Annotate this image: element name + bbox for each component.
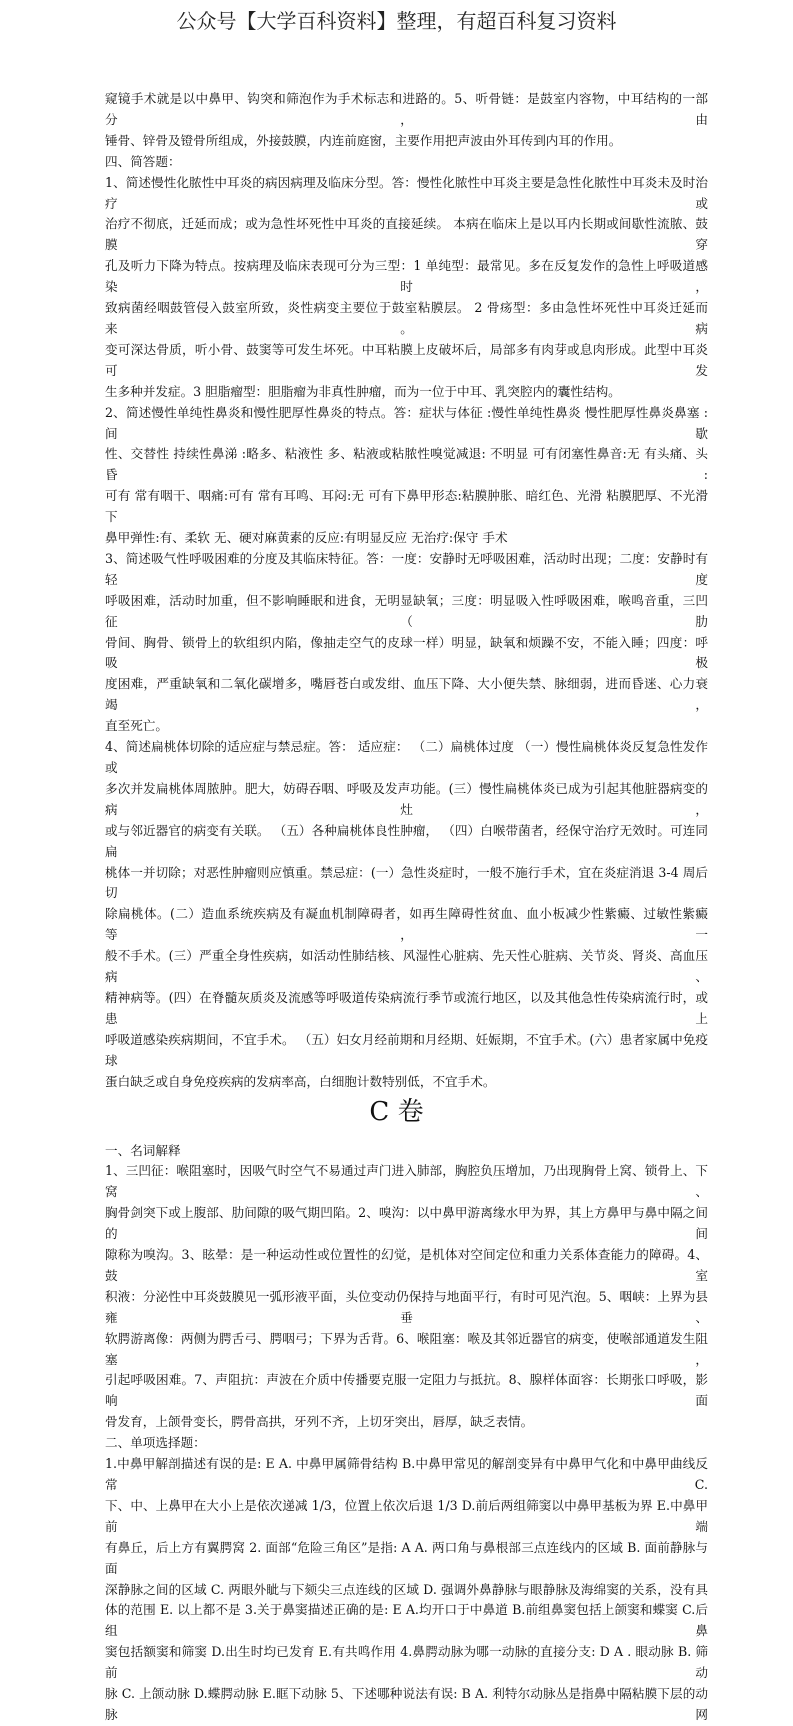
text-line: 骨间、胸骨、锁骨上的软组织内陷，像抽走空气的皮球一样）明显，缺氧和烦躁不安，不能入睡；四度：呼吸极 — [105, 634, 708, 671]
text-line: 桃体一并切除；对恶性肿瘤则应慎重。禁忌症：(一）急性炎症时，一般不施行手术，宜在炎症消退 3-4 周后切 — [105, 864, 708, 901]
text-line: 引起呼吸困难。7、声阻抗：声波在介质中传播要克服一定阻力与抵抗。8、腺样体面容：长期张口呼吸，影响面 — [105, 1372, 708, 1409]
text-line: 脉 C. 上颌动脉 D.蝶腭动脉 E.眶下动脉 5、下述哪种说法有误: B A. 利特尔动脉丛是指鼻中隔粘膜下层的动脉网 — [105, 1686, 708, 1722]
section-c-paper — [105, 1141, 708, 1726]
text-line: 鼻甲弹性:有、柔软 无、硬对麻黄素的反应:有明显反应 无治疗:保守 手术 — [105, 530, 508, 546]
text-line: 下、中、上鼻甲在大小上是依次递减 1/3，位置上依次后退 1/3 D.前后两组筛窦以中鼻甲基板为界 E.中鼻甲前端 — [105, 1497, 708, 1534]
text-line: 性、交替性 持续性鼻涕 :略多、粘液性 多、粘液或粘脓性嗅觉减退: 不明显 可有闭塞性鼻音:无 有头痛、头昏: — [105, 446, 708, 483]
text-line: 呼吸道感染疾病期间，不宜手术。 （五）妇女月经前期和月经期、妊娠期，不宜手术。(六）患者家属中免疫球 — [105, 1031, 708, 1068]
text-line: 深静脉之间的区域 C. 两眼外眦与下颏尖三点连线的区域 D. 强调外鼻静脉与眼静脉及海绵窦的关系，没有具 — [105, 1581, 708, 1597]
text-line: 锤骨、锌骨及镫骨所组成，外接鼓膜，内连前庭窗，主要作用把声波由外耳传到内耳的作用。 — [105, 132, 622, 148]
text-line: 除扁桃体。(二）造血系统疾病及有凝血机制障碍者，如再生障碍性贫血、血小板减少性紫癜、过敏性紫癜等，一 — [105, 906, 708, 943]
text-line: 变可深达骨质，听小骨、鼓窦等可发生坏死。中耳粘膜上皮破坏后，局部多有肉芽或息肉形成。此型中耳炎可发 — [105, 341, 708, 378]
text-line: 1、简述慢性化脓性中耳炎的病因病理及临床分型。答：慢性化脓性中耳炎主要是急性化脓性中耳炎未及时治疗或 — [105, 174, 708, 211]
text-line: 度困难，严重缺氧和二氧化碳增多，嘴唇苍白或发绀、血压下降、大小便失禁、脉细弱，进而昏迷、心力衰竭， — [105, 676, 708, 713]
text-line: 有鼻丘，后上方有翼腭窝 2. 面部“危险三角区”是指: A A. 两口角与鼻根部三点连线内的区域 B. 面前静脉与面 — [105, 1539, 708, 1576]
page-header-title: 公众号【大学百科资料】整理，有超百科复习资料 — [176, 9, 617, 33]
text-line: 骨发育，上颌骨变长，腭骨高拱，牙列不齐，上切牙突出，唇厚，缺乏表情。 — [105, 1414, 534, 1430]
text-line: 体的范围 E. 以上都不是 3.关于鼻窦描述正确的是: E A.均开口于中鼻道 B.前组鼻窦包括上颌窦和蝶窦 C.后组鼻 — [105, 1602, 708, 1639]
text-line: 窥镜手术就是以中鼻甲、钩突和筛泡作为手术标志和进路的。5、听骨链：是鼓室内容物，中耳结构的一部分，由 — [105, 91, 708, 127]
text-line: 治疗不彻底，迁延而成；或为急性坏死性中耳炎的直接延续。 本病在临床上是以耳内长期或间歇性流脓、鼓膜穿 — [105, 216, 708, 253]
section-a-answers — [105, 89, 708, 1093]
c-paper-title: C 卷 — [369, 1096, 424, 1127]
text-line: 或与邻近器官的病变有关联。 （五）各种扁桃体良性肿瘤， （四）白喉带菌者，经保守治疗无效时。可连同扁 — [105, 822, 708, 859]
text-line: 致病菌经咽鼓管侵入鼓室所致，炎性病变主要位于鼓室粘膜层。 2 骨疡型：多由急性坏死性中耳炎迁延而来。病 — [105, 300, 708, 336]
text-line: 直至死亡。 — [105, 718, 168, 734]
text-line: 可有 常有咽干、咽痛:可有 常有耳鸣、耳闷:无 可有下鼻甲形态:粘膜肿胀、暗红色、光滑 粘膜肥厚、不光滑下 — [105, 488, 708, 525]
section-heading: 四、简答题： — [105, 153, 181, 169]
text-line: 4、简述扁桃体切除的适应症与禁忌症。答： 适应症： （二）扁桃体过度 （一）慢性扁桃体炎反复急性发作或 — [105, 739, 708, 775]
text-line: 呼吸困难，活动时加重，但不影响睡眠和进食，无明显缺氧；三度：明显吸入性呼吸困难，喉鸣音重，三凹征（肋 — [105, 592, 708, 629]
text-line: 窦包括额窦和筛窦 D.出生时均已发育 E.有共鸣作用 4.鼻腭动脉为哪一动脉的直接分支: D A . 眼动脉 B. 筛前动 — [105, 1644, 708, 1681]
section-heading: 二、单项选择题： — [105, 1435, 206, 1451]
text-line: 精神病等。(四）在脊髓灰质炎及流感等呼吸道传染病流行季节或流行地区，以及其他急性传染病流行时，或患上 — [105, 989, 708, 1026]
text-line: 3、简述吸气性呼吸困难的分度及其临床特征。答：一度：安静时无呼吸困难，活动时出现；二度：安静时有轻度 — [105, 550, 708, 587]
section-heading: 一、名词解释 — [105, 1142, 181, 1158]
text-line: 积液：分泌性中耳炎鼓膜见一弧形液平面，头位变动仍保持与地面平行，有时可见汽泡。5、咽峡：上界为县雍垂、 — [105, 1288, 708, 1325]
text-line: 蛋白缺乏或自身免疫疾病的发病率高，白细胞计数特别低，不宜手术。 — [105, 1073, 496, 1089]
text-line: 孔及听力下降为特点。按病理及临床表现可分为三型：1 单纯型：最常见。多在反复发作的急性上呼吸道感染时， — [105, 258, 708, 295]
text-line: 般不手术。(三）严重全身性疾病，如活动性肺结核、风湿性心脏病、先天性心脏病、关节炎、肾炎、高血压病、 — [105, 948, 708, 985]
text-line: 1、三凹征：喉阻塞时，因吸气时空气不易通过声门进入肺部，胸腔负压增加，乃出现胸骨上窝、锁骨上、下窝、 — [105, 1163, 708, 1200]
text-line: 1.中鼻甲解剖描述有误的是: E A. 中鼻甲属筛骨结构 B.中鼻甲常见的解剖变异有中鼻甲气化和中鼻甲曲线反常 C. — [105, 1456, 708, 1492]
text-line: 隙称为嗅沟。3、眩晕：是一种运动性或位置性的幻觉，是机体对空间定位和重力关系体查能力的障碍。4、鼓室 — [105, 1247, 708, 1283]
text-line: 2、简述慢性单纯性鼻炎和慢性肥厚性鼻炎的特点。答：症状与体征 :慢性单纯性鼻炎 慢性肥厚性鼻炎鼻塞 :间歇 — [105, 404, 708, 441]
text-line: 软腭游离像：两侧为腭舌弓、腭咽弓；下界为舌背。6、喉阻塞：喉及其邻近器官的病变，使喉部通道发生阻塞， — [105, 1330, 708, 1367]
text-line: 胸骨剑突下或上腹部、肋间隙的吸气期凹陷。2、嗅沟：以中鼻甲游离缘水甲为界，其上方鼻甲与鼻中隔之间的间 — [105, 1205, 708, 1242]
text-line: 生多种并发症。3 胆脂瘤型：胆脂瘤为非真性肿瘤，而为一位于中耳、乳突腔内的囊性结构。 — [105, 383, 621, 399]
text-line: 多次并发扁桃体周脓肿。肥大，妨碍吞咽、呼吸及发声功能。(三）慢性扁桃体炎已成为引起其他脏器病变的病灶， — [105, 780, 708, 817]
